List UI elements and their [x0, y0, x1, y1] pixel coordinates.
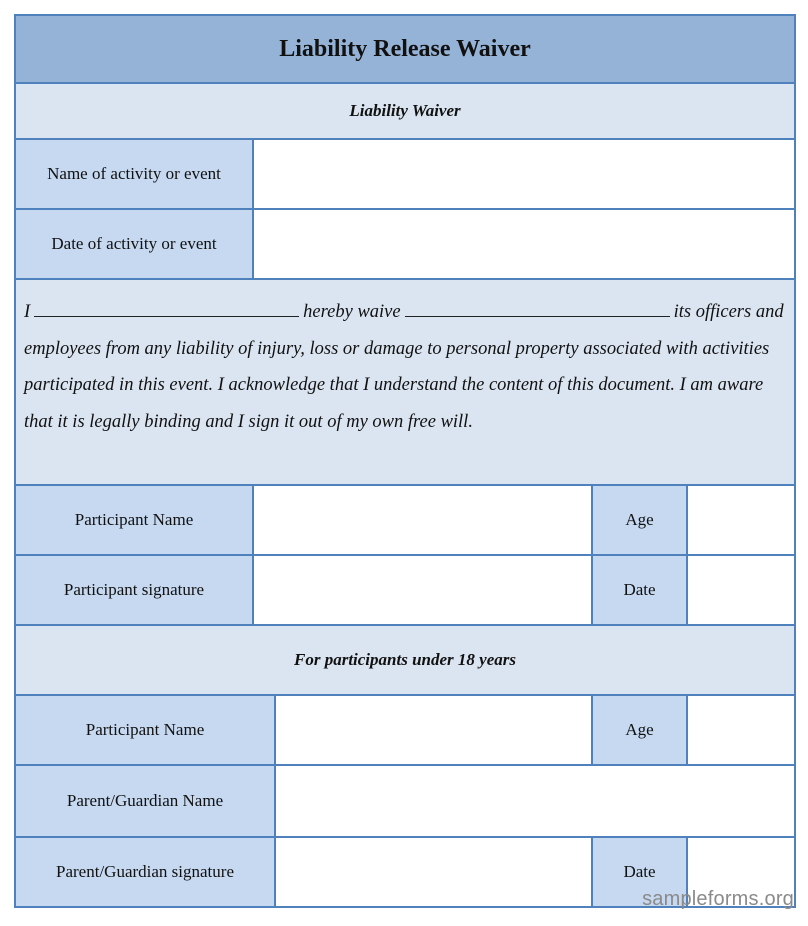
participant-signature-label-text: Participant signature — [63, 580, 205, 599]
participant-signature-label — [16, 554, 252, 624]
participant-age-field[interactable] — [686, 484, 794, 554]
participant-signature-field[interactable] — [252, 554, 591, 624]
guardian-signature-field[interactable] — [274, 836, 591, 906]
participant-date-field[interactable] — [686, 554, 794, 624]
minor-name-label-text: Participant Name — [85, 720, 205, 739]
organization-name-blank[interactable] — [405, 296, 670, 317]
activity-date-field[interactable] — [252, 208, 794, 278]
waiver-statement — [16, 278, 794, 484]
participant-age-label-text: Age — [625, 510, 654, 529]
waiver-text-middle: hereby waive — [303, 302, 401, 322]
form-title-text: Liability Release Waiver — [279, 35, 531, 62]
section-heading-minors — [16, 624, 794, 694]
activity-name-label — [16, 138, 252, 208]
section-heading-liability-waiver — [16, 82, 794, 138]
minor-name-label — [16, 694, 274, 764]
participant-name-blank[interactable] — [34, 296, 299, 317]
minor-name-field[interactable] — [274, 694, 591, 764]
waiver-text-end: its officers and employees from any liability of injury, loss or damage to personal property associated with activities participated in this event. I acknowledge that I understand the content of this document. I am aware that it is legally binding and I sign it out of my own free will. — [24, 302, 784, 432]
participant-name-field[interactable] — [252, 484, 591, 554]
liability-waiver-form — [14, 14, 796, 908]
activity-name-label-text: Name of activity or event — [47, 164, 221, 183]
participant-age-label — [591, 484, 686, 554]
waiver-text-start: I — [24, 302, 31, 322]
participant-date-label-text: Date — [623, 580, 656, 599]
minor-age-field[interactable] — [686, 694, 794, 764]
minor-age-label — [591, 694, 686, 764]
guardian-name-field[interactable] — [274, 764, 794, 836]
participant-name-label-text: Participant Name — [74, 510, 194, 529]
watermark: sampleforms.org — [642, 888, 794, 910]
participant-name-label — [16, 484, 252, 554]
guardian-signature-label — [16, 836, 274, 906]
activity-date-label-text: Date of activity or event — [51, 234, 217, 253]
guardian-signature-label-text: Parent/Guardian signature — [56, 862, 234, 881]
guardian-name-label — [16, 764, 274, 836]
guardian-name-label-text: Parent/Guardian Name — [66, 791, 224, 810]
waiver-statement-text — [24, 294, 786, 440]
section-heading-text: Liability Waiver — [349, 101, 461, 120]
minor-age-label-text: Age — [625, 720, 654, 739]
guardian-date-label-text: Date — [623, 862, 656, 881]
activity-name-field[interactable] — [252, 138, 794, 208]
activity-date-label — [16, 208, 252, 278]
form-title — [16, 16, 794, 82]
participant-date-label — [591, 554, 686, 624]
section-heading-minors-text: For participants under 18 years — [294, 650, 516, 669]
